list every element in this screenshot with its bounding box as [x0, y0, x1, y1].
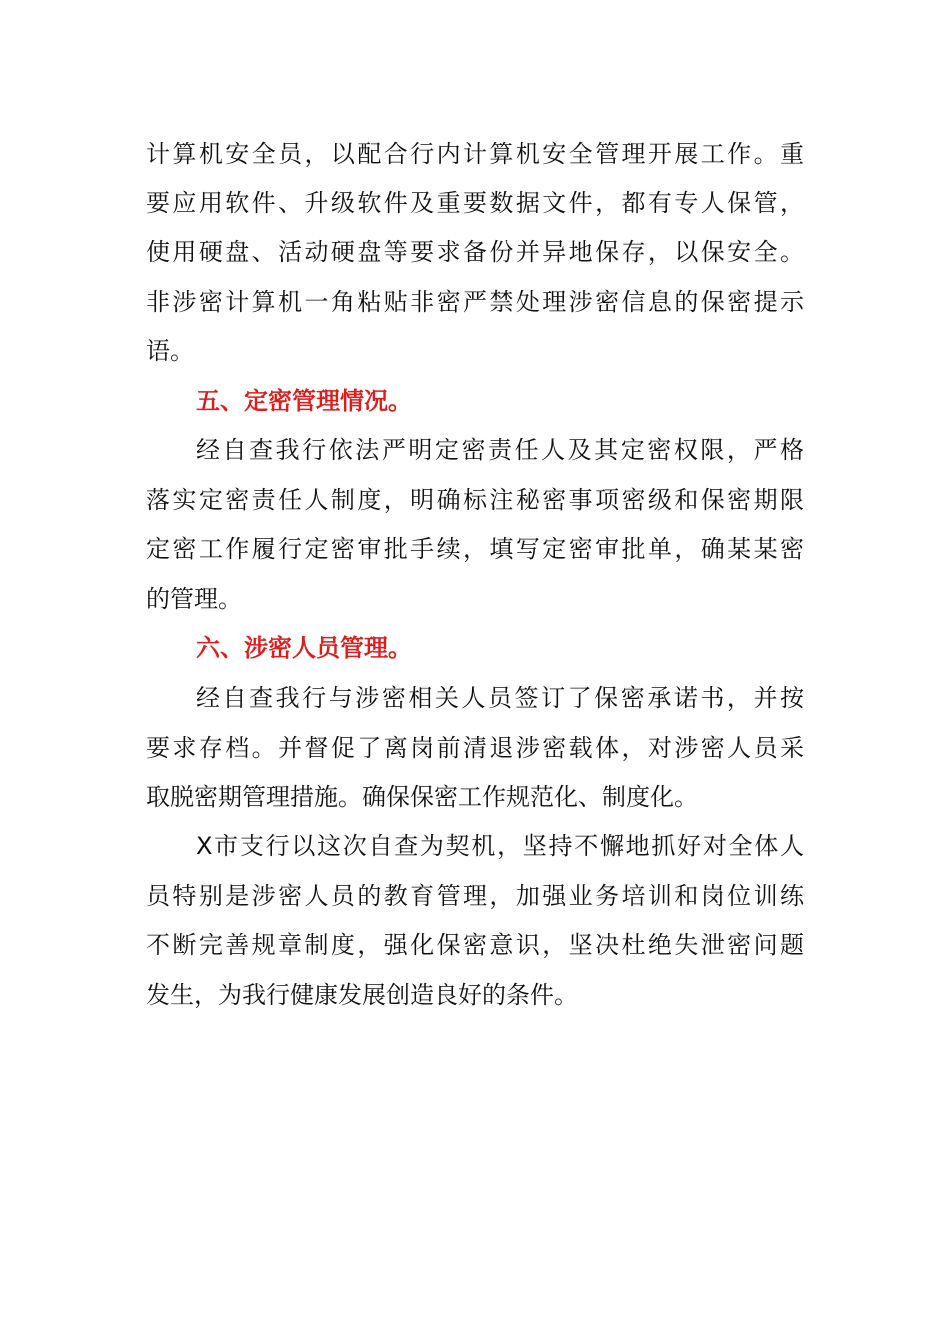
body-text-line: 员特别是涉密人员的教育管理，加强业务培训和岗位训练 — [146, 882, 804, 910]
body-text-line: 经自查我行与涉密相关人员签订了保密承诺书，并按 — [196, 684, 804, 712]
body-text-line: 要求存档。并督促了离岗前清退涉密载体，对涉密人员采 — [146, 734, 804, 762]
body-text-line: 落实定密责任人制度，明确标注秘密事项密级和保密期限 — [146, 486, 804, 514]
body-text-line: 要应用软件、升级软件及重要数据文件，都有专人保管， — [146, 189, 804, 217]
body-text-line: 取脱密期管理措施。确保保密工作规范化、制度化。 — [146, 783, 698, 811]
body-text-line: 计算机安全员，以配合行内计算机安全管理开展工作。重 — [146, 140, 804, 168]
section-heading-5: 五、定密管理情况。 — [196, 387, 412, 415]
body-text-line: 非涉密计算机一角粘贴非密严禁处理涉密信息的保密提示 — [146, 288, 804, 316]
body-text-line: 不断完善规章制度，强化保密意识，坚决杜绝失泄密问题 — [146, 931, 804, 959]
body-text-line: X市支行以这次自查为契机，坚持不懈地抓好对全体人 — [196, 832, 804, 860]
body-text-line: 使用硬盘、活动硬盘等要求备份并异地保存，以保安全。 — [146, 238, 804, 266]
body-text-line: 经自查我行依法严明定密责任人及其定密权限，严格 — [196, 436, 804, 464]
body-text-line: 语。 — [146, 337, 194, 365]
body-text-line: 定密工作履行定密审批手续，填写定密审批单，确某某密 — [146, 535, 804, 563]
section-heading-6: 六、涉密人员管理。 — [196, 634, 412, 662]
body-text-line: 的管理。 — [146, 585, 242, 613]
body-text-line: 发生，为我行健康发展创造良好的条件。 — [146, 981, 578, 1009]
